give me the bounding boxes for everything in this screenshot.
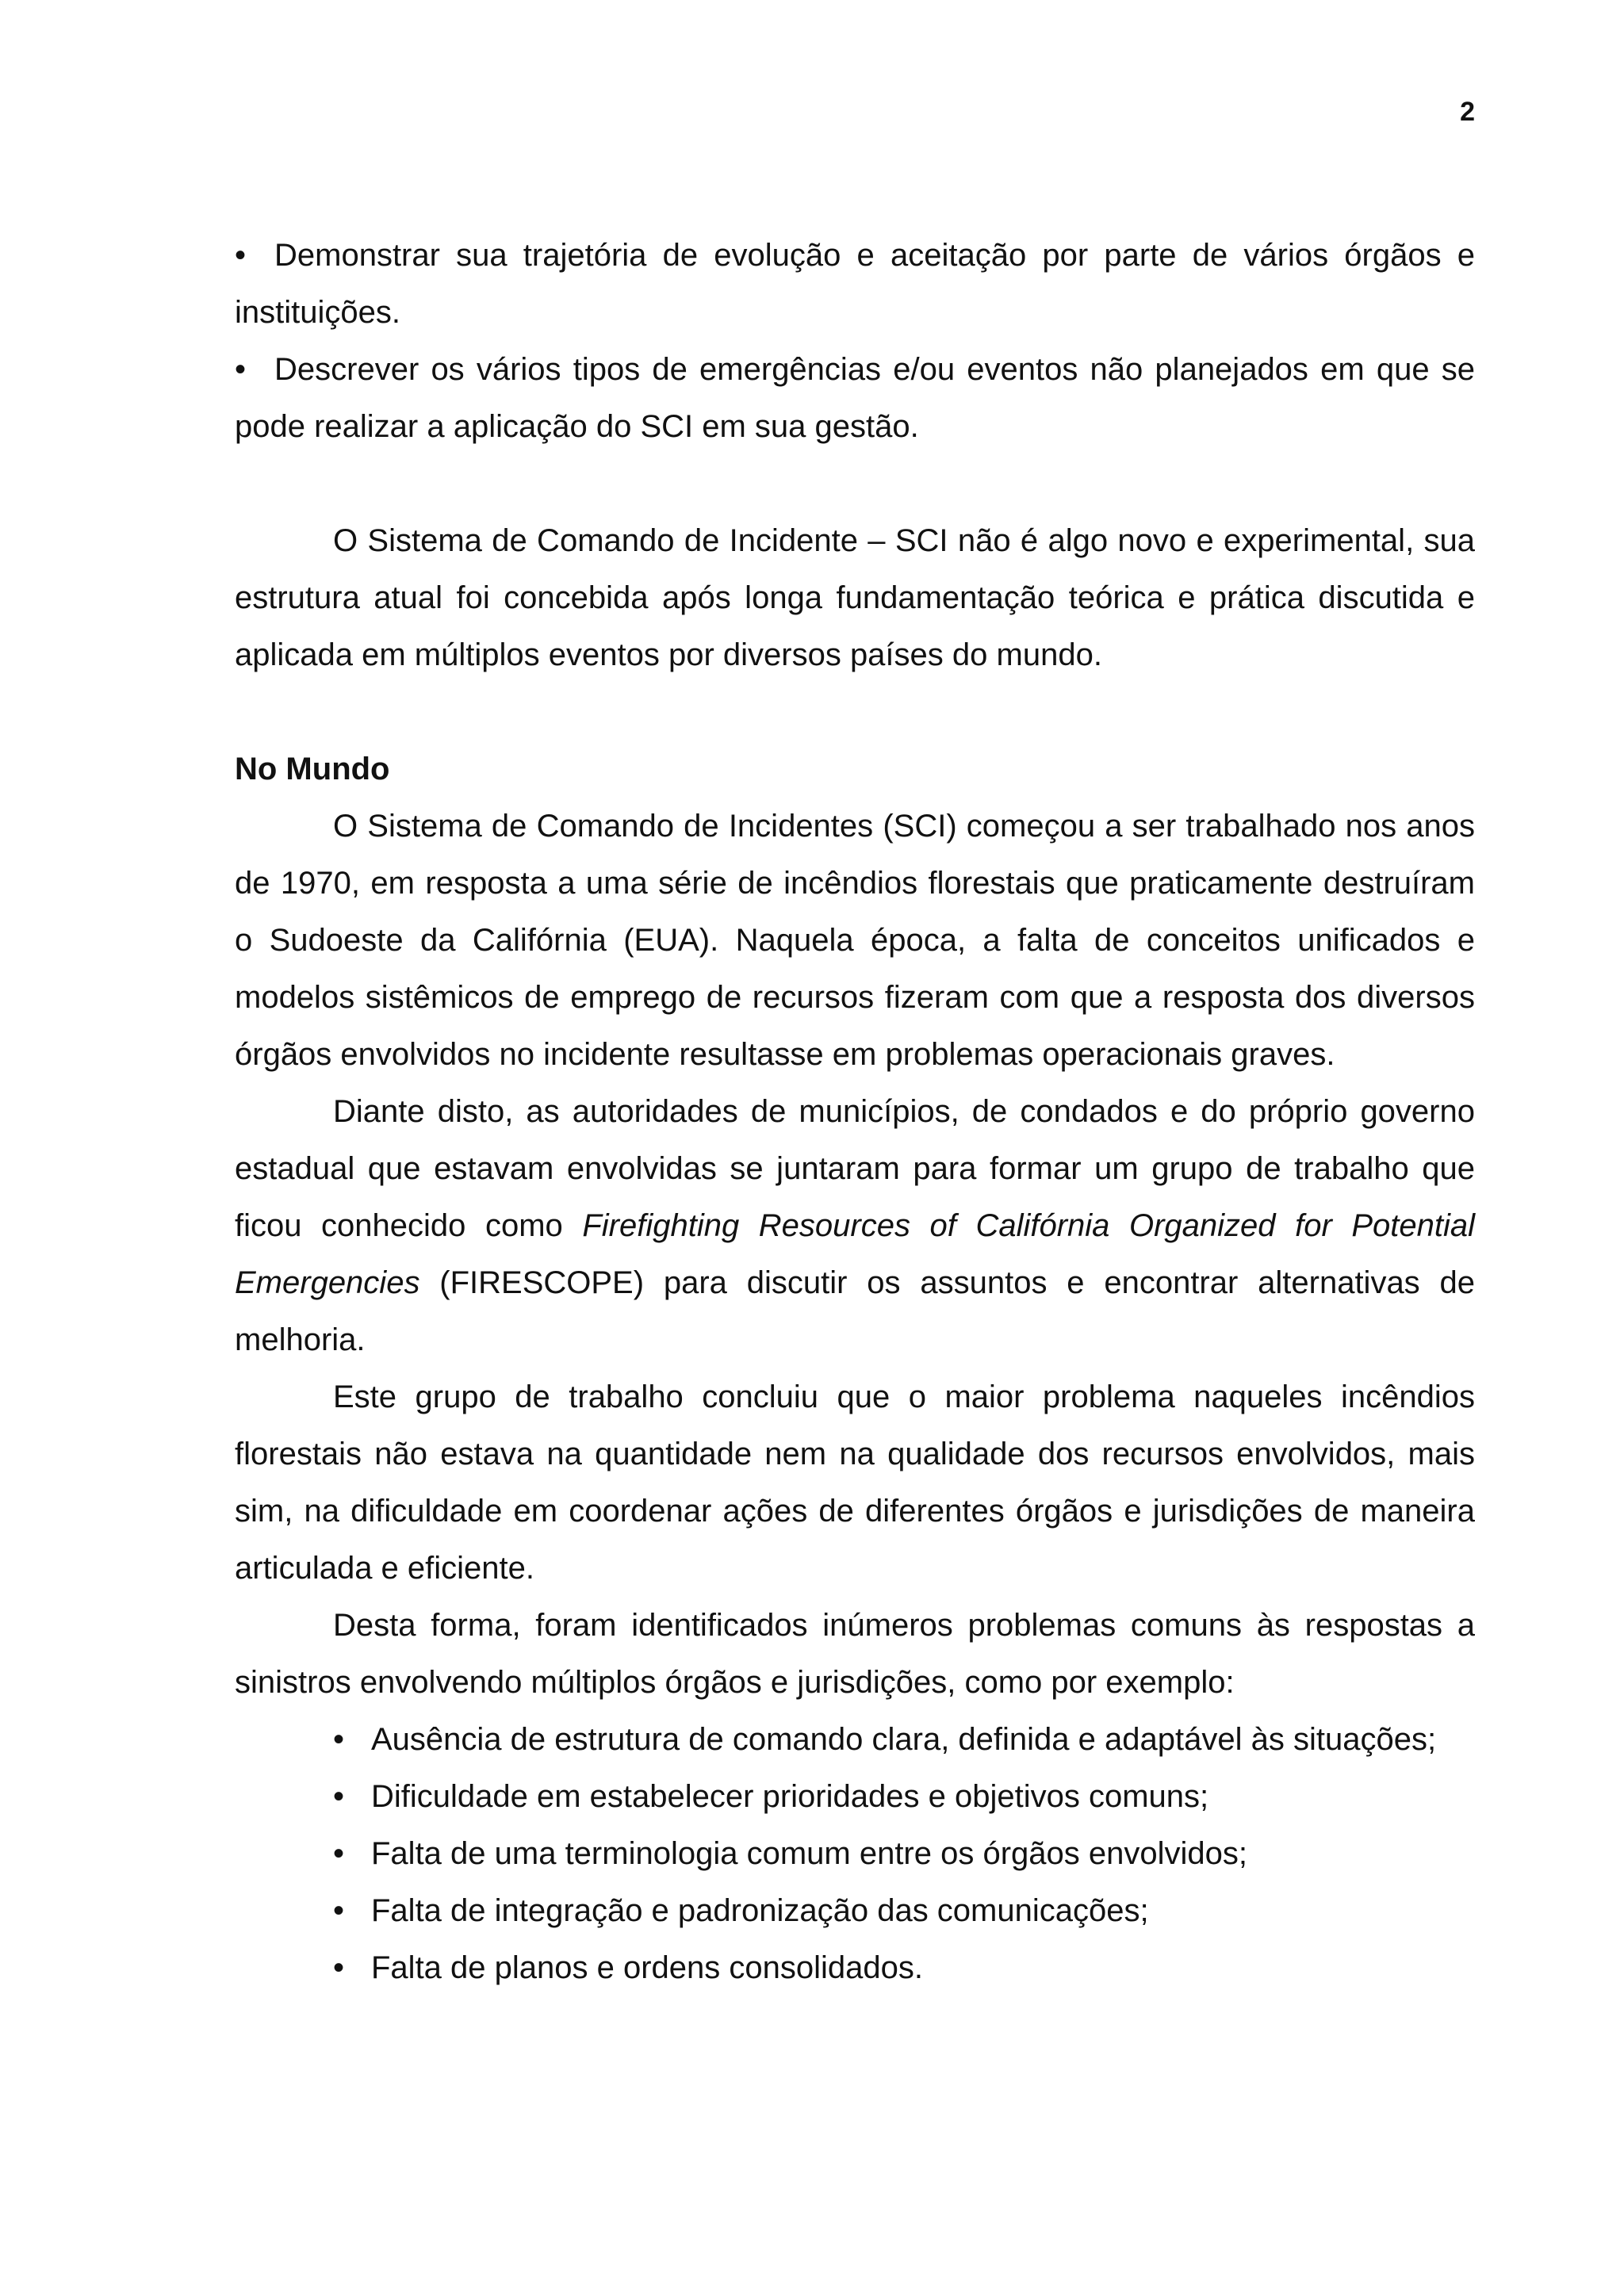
- bullet-icon: •: [333, 1779, 345, 1814]
- section-heading: No Mundo: [235, 752, 390, 786]
- list-item: [333, 1939, 1475, 1996]
- bullet-icon: •: [235, 238, 247, 273]
- list-item-text: Falta de integração e padronização das comunicações;: [371, 1893, 1149, 1928]
- list-item: [333, 1768, 1475, 1825]
- list-item: [333, 1882, 1475, 1939]
- paragraph-text: Diante disto, as autoridades de municípios, de condados e do próprio governo estadual que estavam envolvidas se juntaram para formar um grupo de trabalho que ficou conhecido como: [235, 1094, 1475, 1243]
- page-number: 2: [1460, 97, 1475, 127]
- paragraph: [235, 1083, 1475, 1368]
- paragraph: O Sistema de Comando de Incidentes (SCI) começou a ser trabalhado nos anos de 1970, em resposta a uma série de incêndios florestais que praticamente destruíram o Sudoeste da Califórnia (EUA). Naquela época, a falta de conceitos unificados e modelos sistêmicos de emprego de recursos fizeram com que a resposta dos diversos órgãos envolvidos no incidente resultasse em problemas operacionais graves.: [235, 809, 1475, 1072]
- list-item-text: Demonstrar sua trajetória de evolução e aceitação por parte de vários órgãos e instituições.: [235, 238, 1475, 330]
- intro-paragraph: O Sistema de Comando de Incidente – SCI não é algo novo e experimental, sua estrutura atual foi concebida após longa fundamentação teórica e prática discutida e aplicada em múltiplos eventos por diversos países do mundo.: [235, 523, 1475, 672]
- list-item-text: Falta de planos e ordens consolidados.: [371, 1950, 924, 1985]
- objectives-list: [235, 227, 1475, 455]
- paragraph: Este grupo de trabalho concluiu que o maior problema naqueles incêndios florestais não estava na quantidade nem na qualidade dos recursos envolvidos, mais sim, na dificuldade em coordenar ações de diferentes órgãos e jurisdições de maneira articulada e eficiente.: [235, 1380, 1475, 1586]
- list-item-text: Falta de uma terminologia comum entre os órgãos envolvidos;: [371, 1836, 1247, 1871]
- organization-name: Firefighting Resources of Califórnia Organized for Potential Emergencies: [235, 1208, 1475, 1300]
- list-item: [333, 1711, 1475, 1768]
- bullet-icon: •: [333, 1722, 345, 1757]
- list-item-text: Descrever os vários tipos de emergências e/ou eventos não planejados em que se pode realizar a aplicação do SCI em sua gestão.: [235, 352, 1475, 444]
- paragraph-text: (FIRESCOPE) para discutir os assuntos e encontrar alternativas de melhoria.: [235, 1265, 1475, 1357]
- bullet-icon: •: [333, 1950, 345, 1985]
- list-item: [235, 341, 1475, 455]
- document-body: [235, 227, 1475, 1996]
- list-item: [333, 1825, 1475, 1882]
- problems-list: [235, 1711, 1475, 1996]
- bullet-icon: •: [333, 1893, 345, 1928]
- list-item-text: Ausência de estrutura de comando clara, definida e adaptável às situações;: [371, 1722, 1437, 1757]
- list-item-text: Dificuldade em estabelecer prioridades e objetivos comuns;: [371, 1779, 1209, 1814]
- list-item: [235, 227, 1475, 341]
- paragraph: Desta forma, foram identificados inúmeros problemas comuns às respostas a sinistros envolvendo múltiplos órgãos e jurisdições, como por exemplo:: [235, 1608, 1475, 1700]
- bullet-icon: •: [235, 352, 247, 387]
- bullet-icon: •: [333, 1836, 345, 1871]
